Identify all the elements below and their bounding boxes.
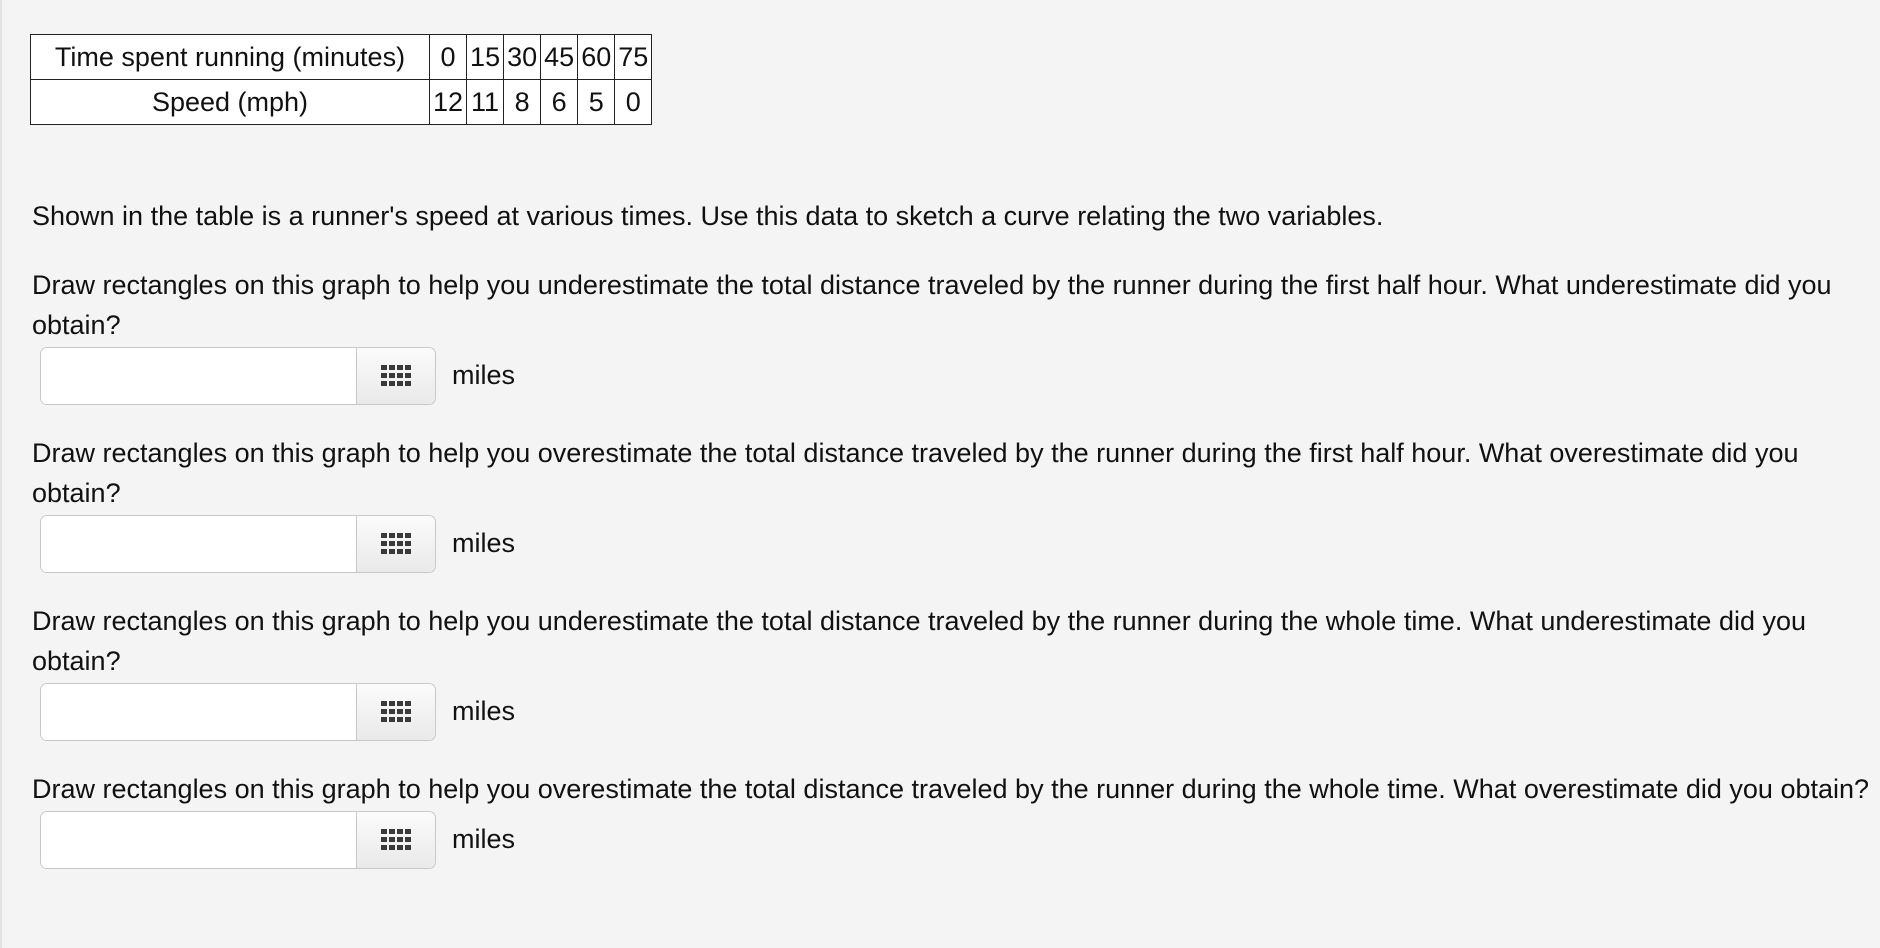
- answer-input-3[interactable]: [41, 684, 359, 740]
- keypad-grid-icon: [381, 533, 411, 555]
- table-cell: 8: [504, 80, 541, 125]
- table-cell: 0: [615, 80, 652, 125]
- question-4: [32, 769, 1872, 873]
- table-row-label: Time spent running (minutes): [31, 35, 430, 80]
- answer-input-1[interactable]: [41, 348, 359, 404]
- answer-box: [40, 515, 436, 573]
- keypad-button-1[interactable]: [356, 348, 435, 404]
- question-3: [32, 601, 1872, 745]
- answer-input-2[interactable]: [41, 516, 359, 572]
- answer-box: [40, 811, 436, 869]
- keypad-button-4[interactable]: [356, 812, 435, 868]
- answer-input-4[interactable]: [41, 812, 359, 868]
- answer-row: [32, 683, 1872, 745]
- question-text: Draw rectangles on this graph to help you overestimate the total distance traveled by the runner during the whole time. What overestimate did you obtain?: [32, 774, 1870, 804]
- unit-label: miles: [452, 696, 516, 726]
- table-cell: 12: [430, 80, 467, 125]
- unit-label: miles: [452, 360, 516, 390]
- table-row-label: Speed (mph): [31, 80, 430, 125]
- table-cell: 11: [467, 80, 504, 125]
- speed-time-table: [30, 34, 652, 125]
- table-cell: 15: [467, 35, 504, 80]
- answer-row: [32, 515, 1872, 577]
- table-cell: 5: [578, 80, 615, 125]
- table-row-time: [31, 35, 652, 80]
- question-text: Draw rectangles on this graph to help you underestimate the total distance traveled by the runner during the first half hour. What underestimate did you obtain?: [32, 270, 1832, 340]
- table-cell: 30: [504, 35, 541, 80]
- answer-box: [40, 683, 436, 741]
- table-cell: 75: [615, 35, 652, 80]
- table-cell: 60: [578, 35, 615, 80]
- unit-label: miles: [452, 824, 516, 854]
- keypad-button-3[interactable]: [356, 684, 435, 740]
- intro-text: Shown in the table is a runner's speed at various times. Use this data to sketch a curve relating the two variables.: [32, 201, 1384, 231]
- question-2: [32, 433, 1872, 577]
- keypad-grid-icon: [381, 365, 411, 387]
- answer-row: [32, 347, 1872, 409]
- unit-label: miles: [452, 528, 516, 558]
- table-cell: 0: [430, 35, 467, 80]
- question-text: Draw rectangles on this graph to help you overestimate the total distance traveled by the runner during the first half hour. What overestimate did you obtain?: [32, 438, 1799, 508]
- keypad-grid-icon: [381, 829, 411, 851]
- question-1: [32, 265, 1872, 409]
- answer-box: [40, 347, 436, 405]
- question-text: Draw rectangles on this graph to help you underestimate the total distance traveled by the runner during the whole time. What underestimate did you obtain?: [32, 606, 1807, 676]
- keypad-button-2[interactable]: [356, 516, 435, 572]
- table-cell: 6: [541, 80, 578, 125]
- table-row-speed: [31, 80, 652, 125]
- keypad-grid-icon: [381, 701, 411, 723]
- answer-row: [32, 811, 1872, 873]
- table-cell: 45: [541, 35, 578, 80]
